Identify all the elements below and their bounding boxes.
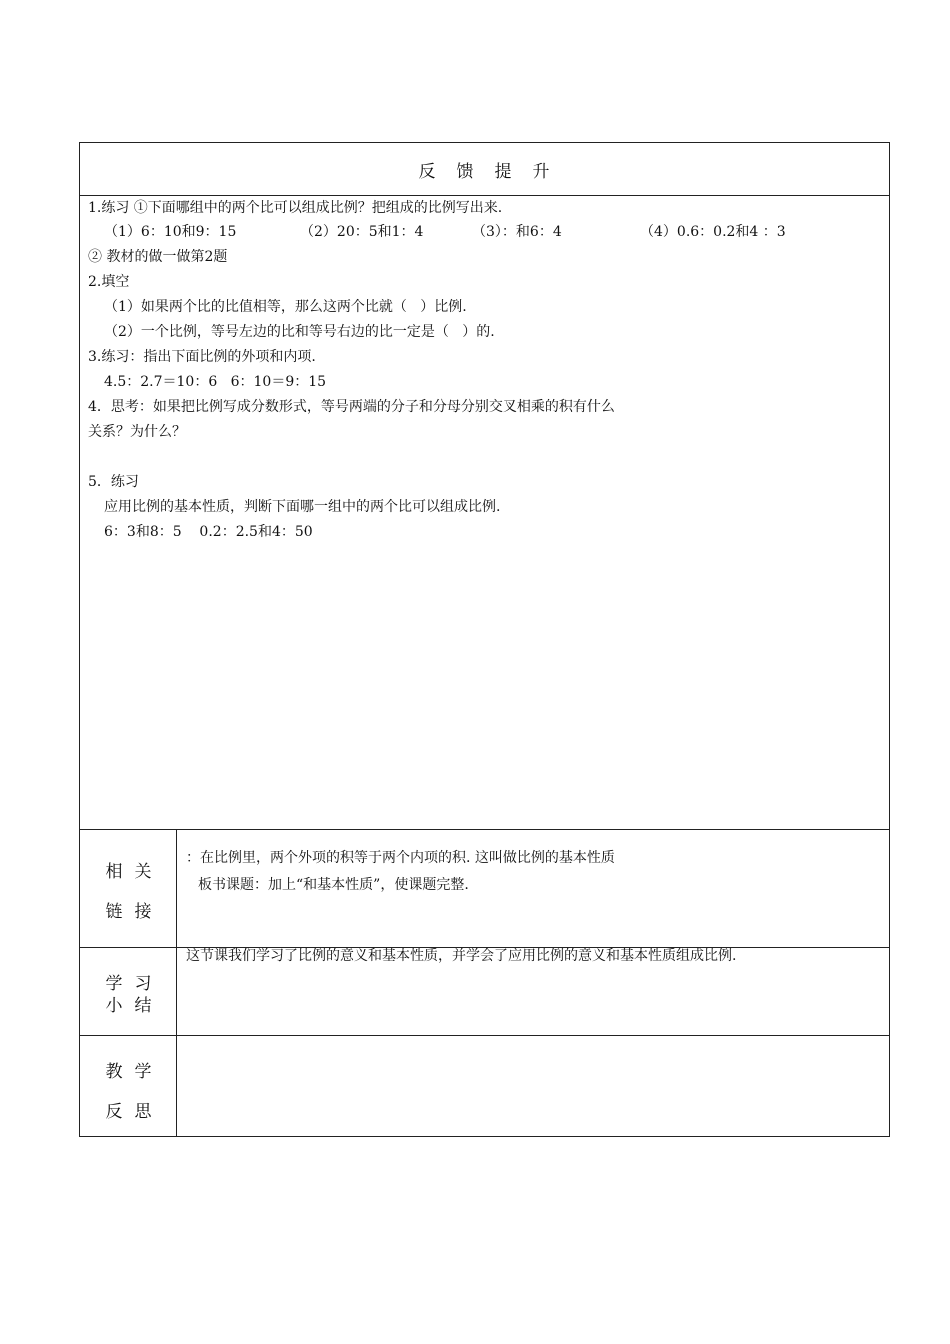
related-text-2: 板书课题：加上“和基本性质”，使课题完整. <box>198 877 469 893</box>
lesson-table <box>79 142 890 1137</box>
label-char: 关 <box>134 862 152 882</box>
title-char: 升 <box>532 162 551 182</box>
question-5-expression: 6：3和8：5 0.2：2.5和4：50 <box>104 524 313 540</box>
q1-option-4: （4）0.6：0.2和4 ：3 <box>640 224 786 240</box>
label-char: 相 <box>105 862 123 882</box>
q1-option-1: （1）6：10和9：15 <box>104 224 237 240</box>
divider-summary <box>80 1035 889 1036</box>
question-3: 3.练习：指出下面比例的外项和内项. <box>88 349 316 365</box>
question-2-1: （1）如果两个比的比值相等，那么这两个比就（ ）比例. <box>104 299 467 315</box>
summary-text: 这节课我们学习了比例的意义和基本性质，并学会了应用比例的意义和基本性质组成比例. <box>186 948 737 964</box>
label-char: 结 <box>134 996 152 1016</box>
question-3-expression: 4.5：2.7＝10：6 6：10＝9：15 <box>104 374 327 390</box>
question-2: 2.填空 <box>88 274 130 290</box>
title-char: 提 <box>494 162 513 182</box>
question-4-line2: 关系？为什么？ <box>88 424 186 440</box>
related-label-line1 <box>80 857 177 882</box>
title-char: 馈 <box>456 162 475 182</box>
title-char: 反 <box>418 162 437 182</box>
divider-feedback <box>80 829 889 830</box>
question-1: 1.练习 ①下面哪组中的两个比可以组成比例？把组成的比例写出来. <box>88 200 503 216</box>
reflection-label-line2 <box>80 1097 177 1122</box>
label-char: 学 <box>105 974 123 994</box>
label-char: 习 <box>134 974 152 994</box>
question-5: 5．练习 <box>88 474 139 490</box>
label-char: 反 <box>105 1102 123 1122</box>
q1-option-3: （3）：和6：4 <box>472 224 562 240</box>
question-1b: ② 教材的做一做第2题 <box>88 249 228 265</box>
related-text-1: ：在比例里，两个外项的积等于两个内项的积. 这叫做比例的基本性质 <box>186 850 615 866</box>
label-char: 链 <box>105 902 123 922</box>
reflection-label-line1 <box>80 1057 177 1082</box>
question-2-2: （2）一个比例，等号左边的比和等号右边的比一定是（ ）的. <box>104 324 495 340</box>
q1-option-2: （2）20：5和1：4 <box>300 224 424 240</box>
label-char: 小 <box>105 996 123 1016</box>
section-title <box>80 157 889 182</box>
label-char: 教 <box>105 1062 123 1082</box>
label-char: 学 <box>134 1062 152 1082</box>
related-label-line2 <box>80 897 177 922</box>
divider-header <box>80 195 889 196</box>
summary-label-line2 <box>80 991 177 1016</box>
question-5-text: 应用比例的基本性质，判断下面哪一组中的两个比可以组成比例. <box>104 499 501 515</box>
label-char: 接 <box>134 902 152 922</box>
question-4-line1: 4．思考：如果把比例写成分数形式，等号两端的分子和分母分别交叉相乘的积有什么 <box>88 399 615 415</box>
label-char: 思 <box>134 1102 152 1122</box>
